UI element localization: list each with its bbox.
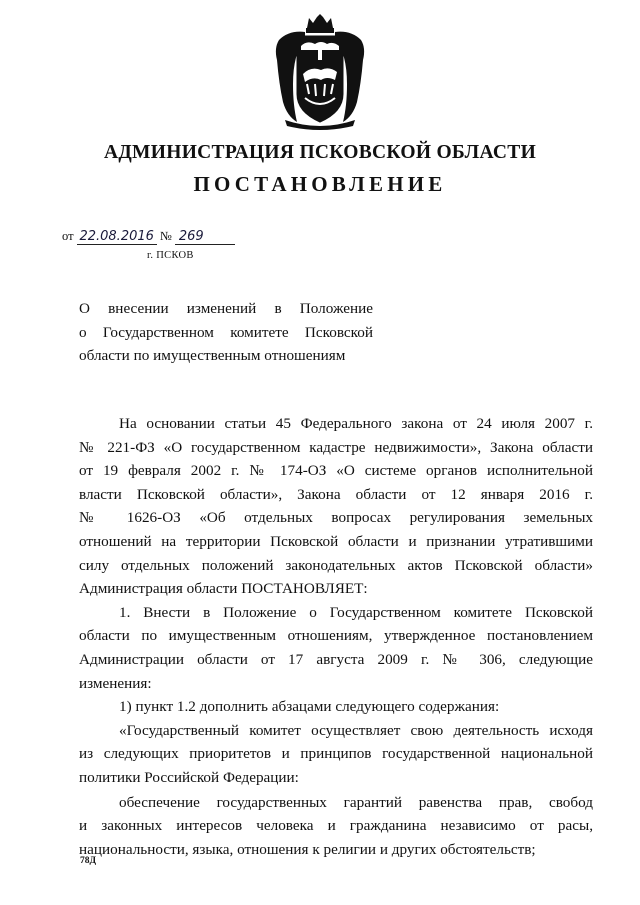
registration-line xyxy=(62,229,235,245)
document-body xyxy=(79,412,593,861)
body-line: политики Российской Федерации: xyxy=(79,768,299,786)
body-line: власти Псковской области», Закона области от 12 января 2016 г. xyxy=(79,485,593,503)
body-line: № 1626-ОЗ «Об отдельных вопросах регулирования земельных xyxy=(79,509,593,527)
body-line: На основании статьи 45 Федерального закона от 24 июля 2007 г. xyxy=(119,415,593,432)
pskov-coat-of-arms-icon xyxy=(271,14,369,130)
body-line: Администрация области ПОСТАНОВЛЯЕТ: xyxy=(79,580,368,598)
body-line: из следующих приоритетов и принципов государственной национальной xyxy=(79,745,593,763)
body-line: № 221-ФЗ «О государственном кадастре недвижимости», Закона области xyxy=(79,438,593,456)
handwritten-number: 269 xyxy=(175,229,235,245)
body-line: и законных интересов человека и гражданина независимо от расы, xyxy=(79,817,593,835)
date-prefix: от xyxy=(62,229,74,243)
body-line: 1. Внести в Положение о Государственном комитете Псковской xyxy=(119,603,593,621)
footer-code: 78Д xyxy=(80,856,97,866)
body-line: отношений на территории Псковской области и признании утратившими xyxy=(79,532,593,550)
body-line: силу отдельных положений законодательных актов Псковской области» xyxy=(79,556,593,574)
body-line: области по имущественным отношениям, утвержденное постановлением xyxy=(79,627,593,645)
document-subject xyxy=(79,297,373,368)
body-line: «Государственный комитет осуществляет свою деятельность исходя xyxy=(119,721,593,739)
document-type-title: ПОСТАНОВЛЕНИЕ xyxy=(193,172,447,196)
body-line: изменения: xyxy=(79,674,152,692)
body-line: 1) пункт 1.2 дополнить абзацами следующего содержания: xyxy=(119,698,500,716)
number-sign: № xyxy=(159,229,172,243)
body-line: Администрации области от 17 августа 2009 г. № 306, следующие xyxy=(79,650,593,668)
body-line: национальности, языка, отношения к религии и других обстоятельств; xyxy=(79,840,536,858)
city-name: г. ПСКОВ xyxy=(147,250,194,261)
body-line: от 19 февраля 2002 г. № 174-ОЗ «О системе органов исполнительной xyxy=(79,462,593,480)
body-line: обеспечение государственных гарантий равенства прав, свобод xyxy=(119,793,593,811)
handwritten-date: 22.08.2016 xyxy=(77,229,157,245)
organization-name: АДМИНИСТРАЦИЯ ПСКОВСКОЙ ОБЛАСТИ xyxy=(103,142,537,163)
subject-line: о Государственном комитете Псковской xyxy=(79,323,373,341)
subject-line: О внесении изменений в Положение xyxy=(79,300,373,317)
subject-line: области по имущественным отношениям xyxy=(79,347,346,364)
